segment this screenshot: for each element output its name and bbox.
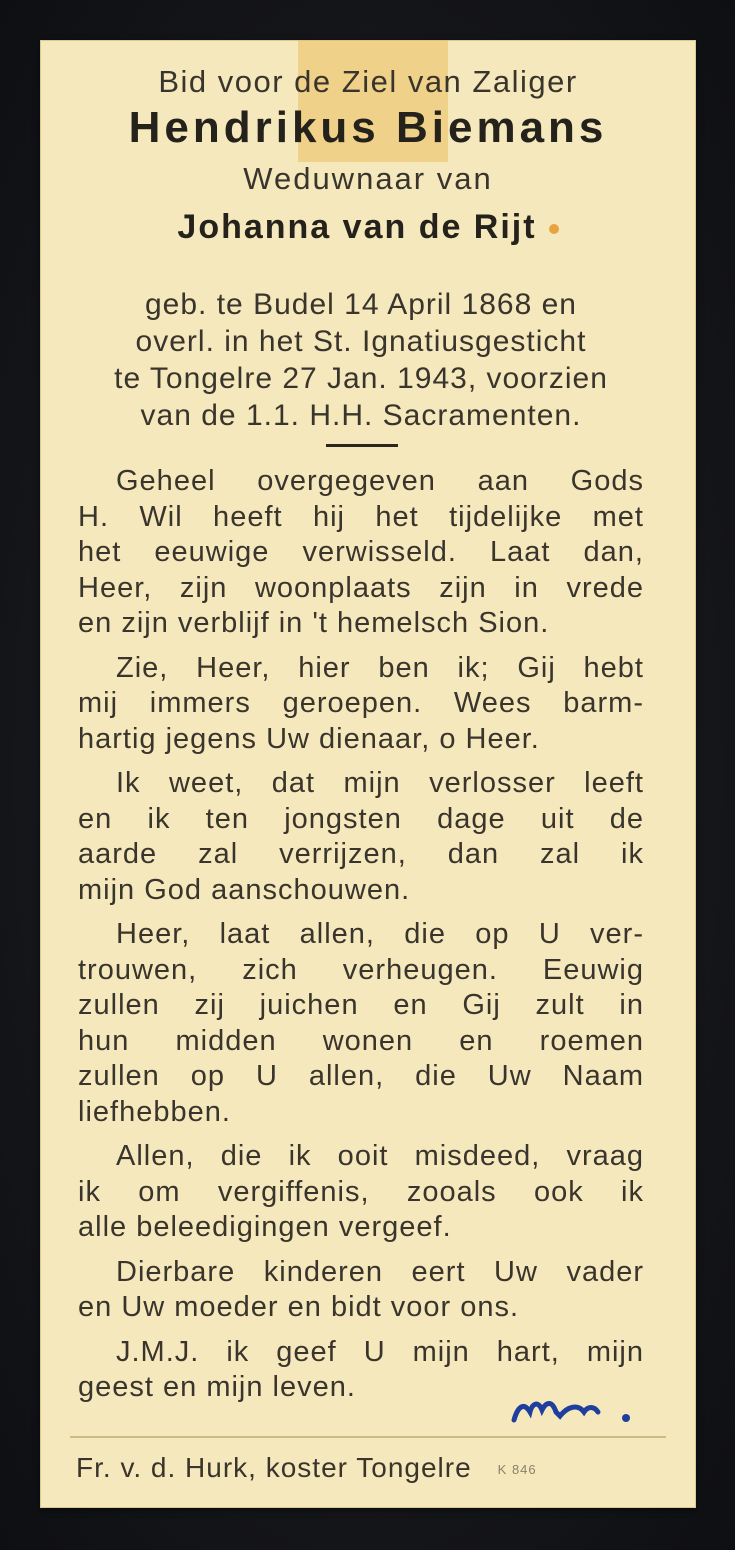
card-header [40,62,696,254]
text-line: hun midden wonen en roemen [78,1024,644,1057]
text-line: zullen op U allen, die Uw Naam [78,1060,644,1092]
paragraph [78,1139,644,1246]
text-line: liefhebben. [78,1095,231,1128]
bio-line: overl. in het St. Ignatiusgesticht [135,325,587,358]
bio-line: van de 1.1. H.H. Sacramenten. [140,399,582,432]
spouse-name: Johanna van de Rijt [177,208,537,246]
paragraph [78,651,644,758]
text-line: het eeuwige verwisseld. Laat dan, [78,536,644,568]
deceased-name: Hendrikus Biemans [128,103,608,152]
paragraph [78,1255,644,1326]
paragraph [78,766,644,908]
footer-divider [70,1436,666,1438]
biography-block [78,286,644,434]
memorial-card [40,40,696,1508]
widower-line: Weduwnaar van [243,161,493,196]
text-line: Zie, Heer, hier ben ik; Gij hebt [116,651,644,684]
footer [76,1448,666,1488]
text-line: Allen, die ik ooit misdeed, vraag [116,1140,644,1172]
divider-rule [326,444,398,447]
text-line: mij immers geroepen. Wees barm- [78,687,644,719]
intro-line: Bid voor de Ziel van Zaliger [158,64,578,99]
text-line: J.M.J. ik geef U mijn hart, mijn [116,1335,644,1368]
text-line: ik om vergiffenis, zooals ook ik [78,1175,644,1208]
prayer-text [78,464,644,1415]
bio-line: geb. te Budel 14 April 1868 en [145,288,577,321]
printer-code: K 846 [497,1461,537,1477]
text-line: en ik ten jongsten dage uit de [78,802,644,835]
paragraph [78,917,644,1130]
text-line: hartig jegens Uw dienaar, o Heer. [78,722,540,755]
spouse-line [40,206,696,254]
sexton-credit: Fr. v. d. Hurk, koster Tongelre [76,1452,472,1483]
text-line: Ik weet, dat mijn verlosser leeft [116,767,644,799]
text-line: en Uw moeder en bidt voor ons. [78,1291,520,1323]
text-line: Heer, laat allen, die op U ver- [116,918,644,950]
ink-spot [549,224,559,234]
text-line: alle beleedigingen vergeef. [78,1211,452,1243]
text-line: en zijn verblijf in 't hemelsch Sion. [78,607,550,639]
text-line: geest en mijn leven. [78,1371,356,1403]
text-line: zullen zij juichen en Gij zult in [78,989,644,1021]
text-line: aarde zal verrijzen, dan zal ik [78,838,644,870]
text-line: H. Wil heeft hij het tijdelijke met [78,500,644,533]
paragraph [78,464,644,642]
signature-mark [508,1390,642,1430]
text-line: Dierbare kinderen eert Uw vader [116,1255,644,1288]
text-line: Heer, zijn woonplaats zijn in vrede [78,571,644,604]
text-line: Geheel overgegeven aan Gods [116,465,644,497]
text-line: mijn God aanschouwen. [78,873,411,906]
bio-line: te Tongelre 27 Jan. 1943, voorzien [114,362,608,395]
text-line: trouwen, zich verheugen. Eeuwig [78,953,644,986]
